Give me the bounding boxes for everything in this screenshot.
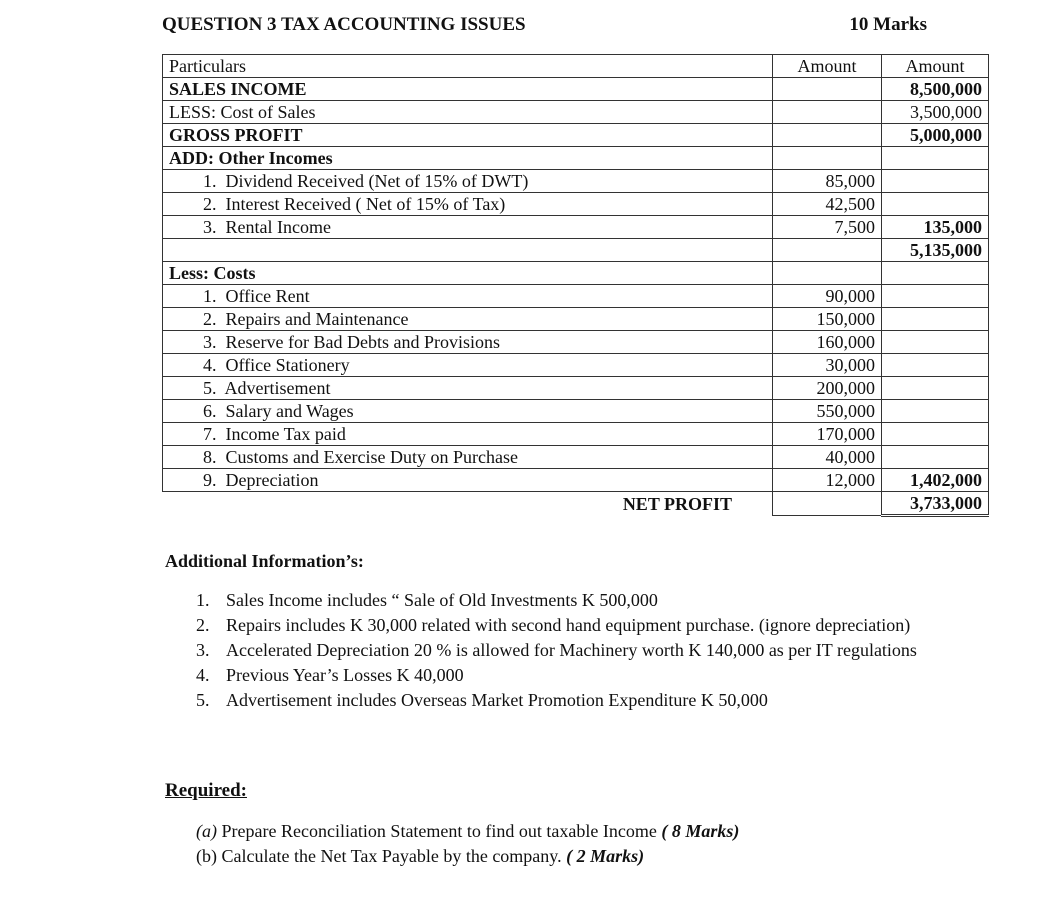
costs-title-row	[163, 262, 989, 285]
question-heading	[162, 14, 927, 36]
gross-profit-label: GROSS PROFIT	[163, 124, 773, 147]
item-text: Repairs includes K 30,000 related with second hand equipment purchase. (ignore depreciation)	[226, 615, 911, 635]
item-number: 8.	[203, 447, 217, 467]
list-item	[196, 663, 926, 688]
list-item	[196, 688, 926, 713]
item-text: Previous Year’s Losses K 40,000	[226, 665, 464, 685]
item-number: 1.	[203, 171, 217, 191]
required-b-marks: ( 2 Marks)	[566, 846, 645, 866]
table-row	[163, 285, 989, 308]
table-row	[163, 331, 989, 354]
item-number: 3.	[196, 640, 210, 660]
item-number: 2.	[203, 309, 217, 329]
sales-income-row	[163, 78, 989, 101]
table-row	[163, 216, 989, 239]
item-number: 7.	[203, 424, 217, 444]
other-incomes-title: ADD: Other Incomes	[163, 147, 773, 170]
table-row	[163, 308, 989, 331]
item-text: Sales Income includes “ Sale of Old Investments K 500,000	[226, 590, 658, 610]
item-label: Income Tax paid	[225, 424, 346, 444]
table-row	[163, 446, 989, 469]
income-statement-table	[162, 54, 989, 517]
other-incomes-title-row	[163, 147, 989, 170]
item-label: Dividend Received (Net of 15% of DWT)	[225, 171, 529, 191]
required-list	[196, 819, 739, 869]
item-label: Reserve for Bad Debts and Provisions	[225, 332, 500, 352]
gross-profit-amount: 5,000,000	[882, 124, 989, 147]
item-number: 3.	[203, 332, 217, 352]
item-label: Rental Income	[225, 217, 331, 237]
list-item	[196, 613, 926, 638]
item-label: Office Stationery	[225, 355, 350, 375]
list-item	[196, 638, 926, 663]
net-profit-label: NET PROFIT	[622, 493, 732, 514]
subtotal-amount: 5,135,000	[882, 239, 989, 262]
required-a-text: Prepare Reconciliation Statement to find out taxable Income	[221, 821, 657, 841]
header-particulars: Particulars	[163, 55, 773, 78]
costs-title: Less: Costs	[163, 262, 773, 285]
item-number: 1.	[203, 286, 217, 306]
other-incomes-total: 135,000	[882, 216, 989, 239]
header-amount-2: Amount	[882, 55, 989, 78]
item-text: Accelerated Depreciation 20 % is allowed for Machinery worth K 140,000 as per IT regulations	[226, 640, 917, 660]
item-amount: 30,000	[773, 354, 882, 377]
cost-of-sales-label: LESS: Cost of Sales	[163, 101, 773, 124]
table-row	[163, 469, 989, 492]
required-b-label: (b)	[196, 846, 217, 866]
item-number: 4.	[203, 355, 217, 375]
additional-info-list	[196, 588, 926, 713]
item-amount: 40,000	[773, 446, 882, 469]
header-amount-1: Amount	[773, 55, 882, 78]
item-amount: 85,000	[773, 170, 882, 193]
required-item-b	[196, 844, 739, 869]
sales-income-label: SALES INCOME	[163, 78, 773, 101]
item-label: Customs and Exercise Duty on Purchase	[225, 447, 518, 467]
item-label: Repairs and Maintenance	[225, 309, 409, 329]
item-number: 1.	[196, 590, 210, 610]
item-label: Interest Received ( Net of 15% of Tax)	[225, 194, 506, 214]
item-text: Advertisement includes Overseas Market Promotion Expenditure K 50,000	[226, 690, 768, 710]
additional-info-title: Additional Information’s:	[165, 551, 364, 571]
item-label: Salary and Wages	[225, 401, 354, 421]
table-row	[163, 354, 989, 377]
required-b-text: Calculate the Net Tax Payable by the company.	[221, 846, 562, 866]
item-number: 9.	[203, 470, 217, 490]
table-row	[163, 423, 989, 446]
item-number: 2.	[196, 615, 210, 635]
required-a-marks: ( 8 Marks)	[661, 821, 740, 841]
required-title: Required:	[165, 780, 247, 801]
item-label: Depreciation	[225, 470, 319, 490]
net-profit-row	[163, 492, 989, 516]
item-number: 5.	[203, 378, 217, 398]
table-row	[163, 193, 989, 216]
item-number: 3.	[203, 217, 217, 237]
question-marks: 10 Marks	[849, 14, 927, 35]
table-row	[163, 377, 989, 400]
net-profit-amount: 3,733,000	[882, 492, 989, 516]
table-row	[163, 170, 989, 193]
item-amount: 150,000	[773, 308, 882, 331]
item-label: Advertisement	[224, 378, 331, 398]
cost-of-sales-row	[163, 101, 989, 124]
item-number: 2.	[203, 194, 217, 214]
item-amount: 170,000	[773, 423, 882, 446]
costs-total: 1,402,000	[882, 469, 989, 492]
sales-income-amount: 8,500,000	[882, 78, 989, 101]
item-amount: 550,000	[773, 400, 882, 423]
item-amount: 12,000	[773, 469, 882, 492]
list-item	[196, 588, 926, 613]
item-amount: 200,000	[773, 377, 882, 400]
item-number: 6.	[203, 401, 217, 421]
item-number: 5.	[196, 690, 210, 710]
item-number: 4.	[196, 665, 210, 685]
table-row	[163, 400, 989, 423]
item-amount: 90,000	[773, 285, 882, 308]
subtotal-row	[163, 239, 989, 262]
item-label: Office Rent	[225, 286, 310, 306]
required-item-a	[196, 819, 739, 844]
item-amount: 7,500	[773, 216, 882, 239]
item-amount: 160,000	[773, 331, 882, 354]
gross-profit-row	[163, 124, 989, 147]
table-header-row	[163, 55, 989, 78]
required-a-label: (a)	[196, 821, 217, 841]
question-title: QUESTION 3 TAX ACCOUNTING ISSUES	[162, 14, 526, 35]
cost-of-sales-amount: 3,500,000	[882, 101, 989, 124]
item-amount: 42,500	[773, 193, 882, 216]
